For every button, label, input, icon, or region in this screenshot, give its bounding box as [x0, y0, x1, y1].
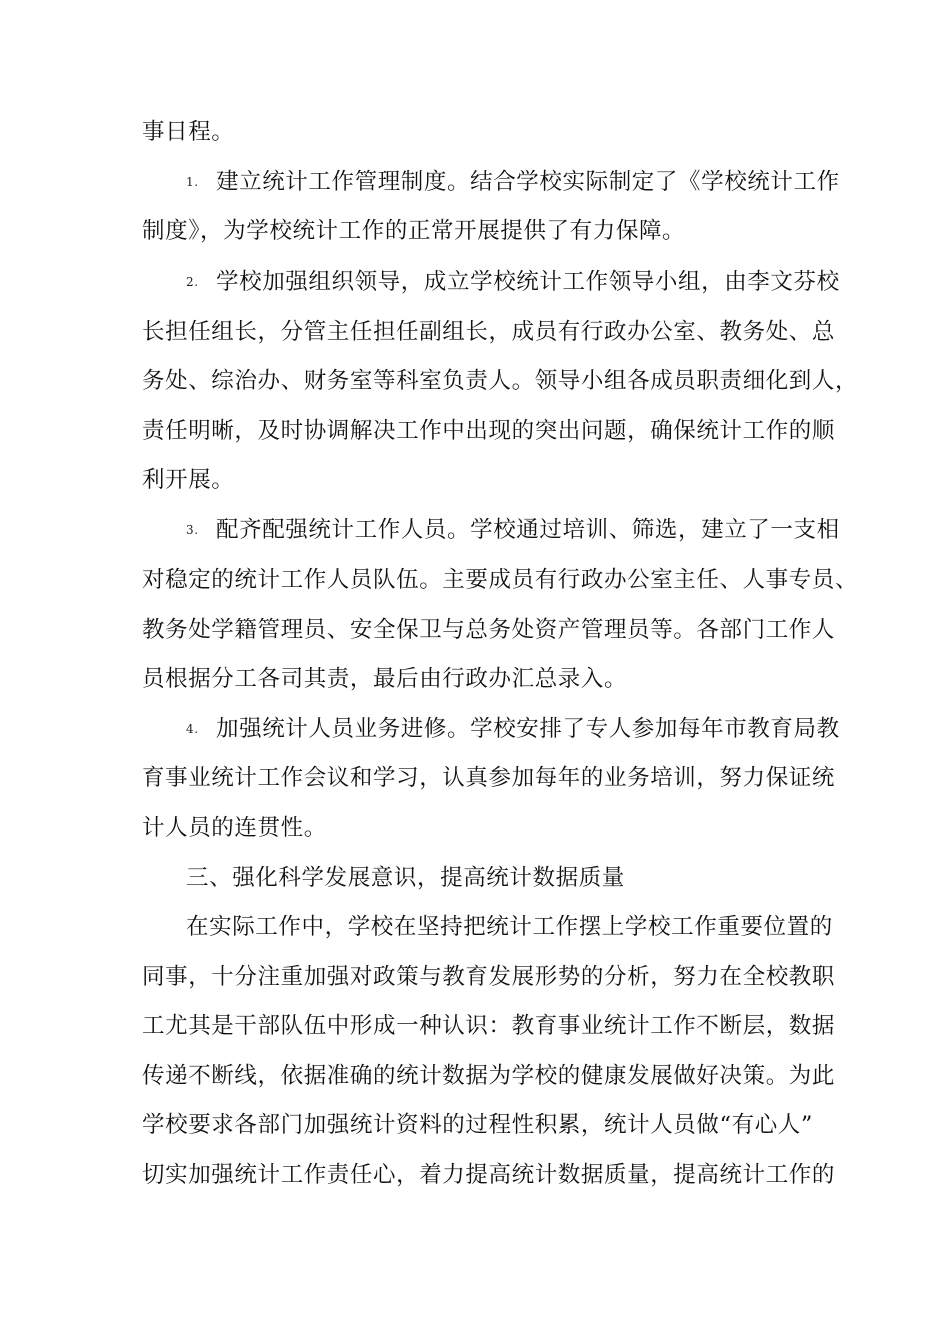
list-item-2-line-3 [142, 361, 859, 401]
list-marker: 1. [186, 175, 199, 189]
text-line: 加强统计人员业务进修。学校安排了专人参加每年市教育局教 [216, 716, 840, 742]
text-line: 长担任组长，分管主任担任副组长，成员有行政办公室、教务处、总 [142, 319, 836, 345]
list-item-4-line-2 [142, 758, 836, 798]
list-marker: 3. [186, 523, 199, 537]
list-item-4-line-1 [186, 709, 840, 749]
list-item-2-line-2 [142, 312, 836, 352]
body-paragraph-line-2 [142, 957, 836, 997]
section-heading [186, 858, 822, 898]
body-paragraph-line-4 [142, 1056, 836, 1096]
body-paragraph-line-6 [142, 1155, 836, 1195]
body-paragraph-line-1 [186, 907, 833, 947]
body-paragraph-line-5 [142, 1105, 822, 1145]
text-line: 传递不断线，依据准确的统计数据为学校的健康发展做好决策。为此 [142, 1063, 836, 1089]
text-line: 事日程。 [142, 119, 235, 145]
text-line: 制度》，为学校统计工作的正常开展提供了有力保障。 [142, 218, 686, 244]
list-item-3-line-1 [186, 510, 840, 550]
list-marker: 4. [186, 722, 199, 736]
list-item-2-line-4 [142, 411, 836, 451]
list-item-3-line-2 [142, 560, 859, 600]
list-item-3-line-3 [142, 610, 836, 650]
text-line: 学校要求各部门加强统计资料的过程性积累，统计人员做“有心人” [142, 1112, 814, 1138]
list-marker: 2. [186, 275, 199, 289]
text-line: 切实加强统计工作责任心，着力提高统计数据质量，提高统计工作的 [142, 1162, 836, 1188]
text-line: 计人员的连贯性。 [142, 815, 327, 841]
text-line: 配齐配强统计工作人员。学校通过培训、筛选，建立了一支相 [216, 517, 840, 543]
text-line: 务处、综治办、财务室等科室负责人。领导小组各成员职责细化到人， [142, 368, 859, 394]
text-line: 利开展。 [142, 467, 235, 493]
text-line: 员根据分工各司其责，最后由行政办汇总录入。 [142, 666, 628, 692]
list-item-3-line-4 [142, 659, 822, 699]
text-line: 同事，十分注重加强对政策与教育发展形势的分析，努力在全校教职 [142, 964, 836, 990]
list-item-4-line-3 [142, 808, 822, 848]
text-line: 对稳定的统计工作人员队伍。主要成员有行政办公室主任、人事专员、 [142, 567, 859, 593]
text-line: 学校加强组织领导，成立学校统计工作领导小组，由李文芬校 [216, 269, 840, 295]
text-line: 在实际工作中，学校在坚持把统计工作摆上学校工作重要位置的 [186, 914, 833, 940]
text-line: 工尤其是干部队伍中形成一种认识：教育事业统计工作不断层，数据 [142, 1013, 836, 1039]
text-line: 教务处学籍管理员、安全保卫与总务处资产管理员等。各部门工作人 [142, 617, 836, 643]
paragraph-continuation-line [142, 112, 822, 152]
body-paragraph-line-3 [142, 1006, 836, 1046]
text-line: 育事业统计工作会议和学习，认真参加每年的业务培训，努力保证统 [142, 765, 836, 791]
list-item-1-line-1 [186, 162, 840, 202]
heading-text: 三、强化科学发展意识，提高统计数据质量 [186, 865, 625, 891]
list-item-2-line-1 [186, 262, 840, 302]
text-line: 建立统计工作管理制度。结合学校实际制定了《学校统计工作 [216, 169, 840, 195]
list-item-1-line-2 [142, 211, 822, 251]
text-line: 责任明晰，及时协调解决工作中出现的突出问题，确保统计工作的顺 [142, 418, 836, 444]
list-item-2-line-5 [142, 460, 822, 500]
